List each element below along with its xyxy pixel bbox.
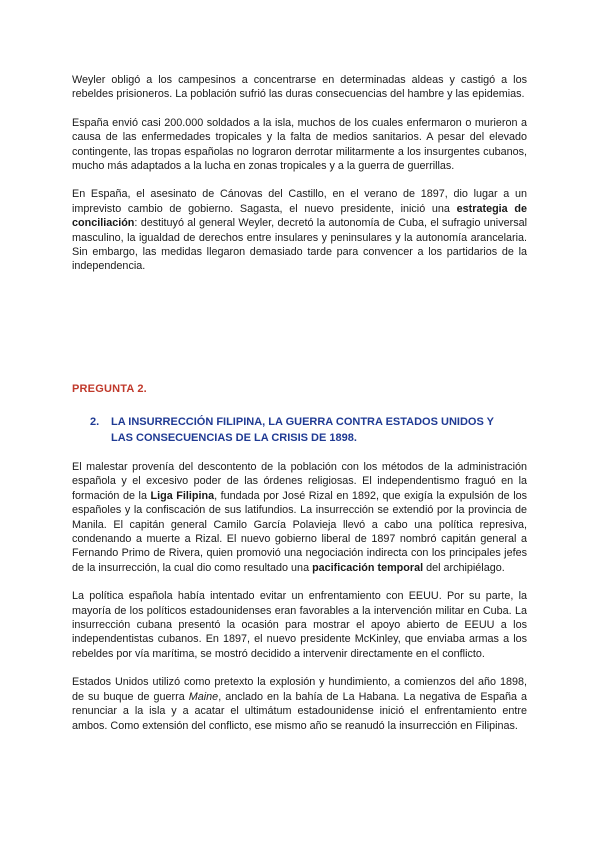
text-span: El malestar provenía del descontento de la población con los métodos de la administración española y el excesivo poder de las órdenes religiosas. El independentismo fraguó en la formación de la — [72, 461, 527, 502]
top-section — [72, 73, 527, 274]
paragraph-maine — [72, 675, 527, 733]
bold-term: estrategia de conciliación — [72, 202, 527, 230]
paragraph-malestar — [72, 460, 527, 575]
text-span: , anclado en la bahía de La Habana. La negativa de España a renunciar a la isla y a acatar el ultimátum estadounidense inició el enfrentamiento entre ambos. Como extensión del conflicto, ese mismo año se reanudó la insurrección en Filipinas. — [72, 690, 527, 732]
heading-line-1: LA INSURRECCIÓN FILIPINA, LA GUERRA CONTRA ESTADOS UNIDOS Y — [111, 416, 494, 428]
paragraph-weyler: Weyler obligó a los campesinos a concentrarse en determinadas aldeas y castigó a los rebeldes prisioneros. La población sufrió las duras consecuencias del hambre y las epidemias. — [72, 74, 527, 101]
paragraph-canovas — [72, 187, 527, 273]
text-span: En España, el asesinato de Cánovas del Castillo, en el verano de 1897, dio lugar a un imprevisto cambio de gobierno. Sagasta, el nuevo presidente, inició una — [72, 188, 527, 215]
question-label: PREGUNTA 2. — [72, 383, 147, 395]
text-span: : destituyó al general Weyler, decretó la autonomía de Cuba, el sufragio universal masculino, la igualdad de derechos entre insulares y peninsulares y la autonomía arancelaria. Sin embargo, las medidas llegaron demasiado tarde para convencer a los partidarios de la independencia. — [72, 217, 527, 273]
bold-term: Liga Filipina — [150, 489, 215, 502]
paragraph-soldados: España envió casi 200.000 soldados a la isla, muchos de los cuales enfermaron o murieron a causa de las enfermedades tropicales y la falta de medios sanitarios. A pesar del elevado contingente, las tropas españolas no lograron derrotar militarmente a los insurgentes cubanos, mucho más adaptados a la lucha en zonas tropicales y a la guerra de guerrillas. — [72, 116, 527, 173]
bold-term: pacificación temporal — [312, 561, 424, 574]
text-span: , fundada por José Rizal en 1892, que exigía la expulsión de los españoles y la confiscación de sus latifundios. La insurrección se extendió por la provincia de Manila. El capitán general Camilo García Polavieja llevó a cabo una política represiva, condenando a muerte a Rizal. El nuevo gobierno liberal de 1897 nombró capitán general a Fernando Primo de Rivera, quien promovió una negociación indirecta con los principales jefes de la insurrección, la cual dio como resultado una — [72, 489, 528, 574]
section-heading — [90, 415, 528, 446]
text-span: del archipiélago. — [423, 561, 505, 574]
text-span: Estados Unidos utilizó como pretexto la explosión y hundimiento, a comienzos del año 1898, de su buque de guerra — [72, 676, 527, 703]
heading-number: 2. — [90, 416, 100, 428]
section-2-body — [72, 460, 527, 733]
heading-line-2: LAS CONSECUENCIAS DE LA CRISIS DE 1898. — [111, 431, 357, 444]
paragraph-eeuu: La política española había intentado evitar un enfrentamiento con EEUU. Por su parte, la mayoría de los políticos estadounidenses eran favorables a la intervención militar en Cuba. La insurrección cubana presentó la ocasión para mostrar el apoyo abierto de EEUU a los independentistas cubanos. En 1897, el nuevo presidente McKinley, que enviaba armas a los rebeldes por vía marítima, se mostró decidido a intervenir directamente en el conflicto. — [72, 590, 527, 660]
italic-term: Maine — [188, 690, 219, 703]
